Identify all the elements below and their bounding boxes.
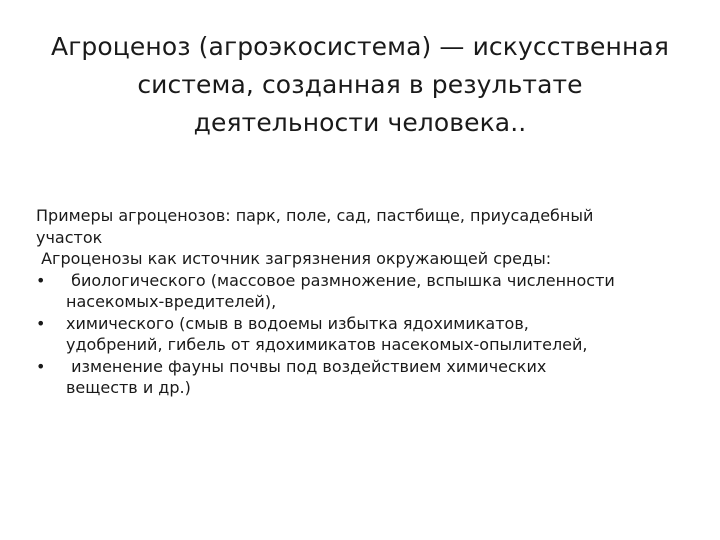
bullet-line: удобрений, гибель от ядохимикатов насекомых-опылителей, (66, 335, 588, 354)
pollution-subheading: Агроценозы как источник загрязнения окружающей среды: (36, 249, 552, 268)
bullet-line: веществ и др.) (66, 378, 191, 397)
bullet-item (36, 356, 696, 399)
title-line: система, созданная в результате (137, 70, 583, 99)
bullet-icon: • (36, 270, 46, 290)
bullet-line: биологического (массовое размножение, вспышка численности (66, 270, 615, 290)
title-line: Агроценоз (агроэкосистема) — искусственная (51, 32, 669, 61)
examples-line: участок (36, 227, 103, 247)
slide-title (30, 28, 690, 142)
title-line: деятельности человека.. (193, 108, 527, 137)
bullet-icon: • (36, 356, 46, 376)
slide-body (36, 205, 696, 399)
bullet-item (36, 270, 696, 313)
bullet-line: насекомых-вредителей), (66, 292, 277, 311)
examples-line: Примеры агроценозов: парк, поле, сад, пастбище, приусадебный (36, 206, 594, 225)
bullet-item (36, 313, 696, 356)
bullet-line: химического (смыв в водоемы избытка ядохимикатов, (66, 313, 529, 333)
bullet-icon: • (36, 313, 46, 333)
bullet-line: изменение фауны почвы под воздействием химических (66, 356, 547, 376)
